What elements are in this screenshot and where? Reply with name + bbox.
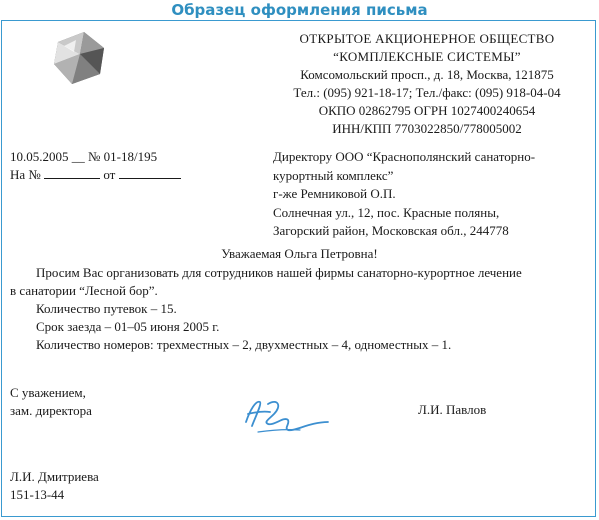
addressee-line-1: Директору ООО “Краснополянский санаторно- (273, 149, 536, 164)
letter-references (10, 148, 181, 184)
addressee-block (273, 148, 593, 241)
company-phones: Тел.: (095) 921-18-17; Тел./факс: (095) 918-04-04 (293, 85, 561, 100)
company-address: Комсомольский просп., д. 18, Москва, 121875 (300, 67, 554, 82)
addressee-street: Солнечная ул., 12, пос. Красные поляны, (273, 204, 500, 220)
addressee-line-2: курортный комплекс” (273, 167, 394, 183)
regards-text: С уважением, (10, 385, 86, 400)
company-okpo: ОКПО 02862795 ОГРН 1027400240654 (318, 103, 536, 118)
on-number-blank (44, 166, 100, 179)
salutation: Уважаемая Ольга Петровна! (221, 246, 378, 261)
executor-name: Л.И. Дмитриева (10, 469, 99, 484)
company-logo-icon (50, 28, 110, 88)
executor-phone: 151-13-44 (10, 487, 65, 502)
closing-block (10, 384, 92, 420)
letter-body (10, 264, 585, 354)
rooms-count: Количество номеров: трехместных – 2, двухместных – 4, одноместных – 1. (36, 337, 452, 352)
handwritten-signature (238, 392, 333, 437)
addressee-name: г-же Ремниковой О.П. (273, 186, 396, 201)
arrival-dates: Срок заезда – 01–05 июня 2005 г. (36, 319, 220, 334)
company-inn: ИНН/КПП 7703022850/778005002 (332, 121, 522, 136)
vouchers-count: Количество путевок – 15. (36, 301, 177, 316)
page-title: Образец оформления письма (171, 1, 428, 19)
on-number-label: На № (10, 167, 41, 182)
signer-name: Л.И. Павлов (418, 402, 487, 417)
company-letterhead (262, 30, 592, 138)
addressee-region: Загорский район, Московская обл., 244778 (273, 223, 509, 238)
from-date-blank (119, 166, 181, 179)
company-type: ОТКРЫТОЕ АКЦИОНЕРНОЕ ОБЩЕСТВО (299, 31, 555, 46)
reply-reference (10, 166, 181, 184)
request-paragraph-cont: в санатории “Лесной бор”. (10, 283, 158, 298)
request-paragraph: Просим Вас организовать для сотрудников нашей фирмы санаторно-курортное лечение (36, 265, 522, 280)
signer-position: зам. директора (10, 403, 92, 418)
executor-block (10, 468, 99, 504)
company-name: “КОМПЛЕКСНЫЕ СИСТЕМЫ” (333, 49, 521, 64)
from-label: от (103, 167, 116, 182)
letter-date-number: 10.05.2005 __ № 01-18/195 (10, 149, 158, 164)
